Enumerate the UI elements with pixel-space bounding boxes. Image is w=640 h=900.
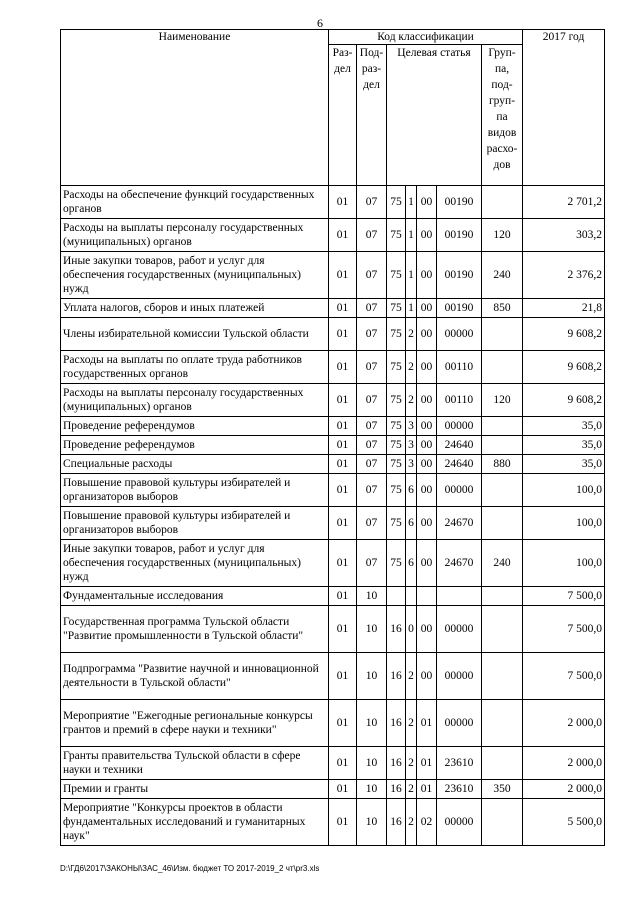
row-amount: 303,2 — [523, 219, 605, 252]
row-target-direction: 00190 — [437, 252, 482, 299]
row-expense-group — [482, 318, 523, 351]
table-row — [61, 799, 605, 846]
row-target-event: 00 — [417, 436, 437, 455]
row-expense-group — [482, 186, 523, 219]
row-target-event: 00 — [417, 455, 437, 474]
row-target-direction: 00000 — [437, 417, 482, 436]
row-target-event: 00 — [417, 252, 437, 299]
row-amount: 5 500,0 — [523, 799, 605, 846]
row-target-subprogram: 3 — [406, 436, 417, 455]
row-target-event: 00 — [417, 540, 437, 587]
row-name: Расходы на выплаты персоналу государственных (муниципальных) органов — [61, 384, 329, 417]
row-target-subprogram: 2 — [406, 653, 417, 700]
table-row — [61, 384, 605, 417]
row-target-program: 16 — [387, 700, 406, 747]
row-target-event: 02 — [417, 799, 437, 846]
row-section: 01 — [329, 540, 357, 587]
table-row — [61, 186, 605, 219]
row-target-program: 16 — [387, 780, 406, 799]
row-subsection: 10 — [357, 780, 387, 799]
row-amount: 2 000,0 — [523, 700, 605, 747]
row-name: Проведение референдумов — [61, 436, 329, 455]
row-target-program: 75 — [387, 384, 406, 417]
row-target-subprogram: 2 — [406, 318, 417, 351]
row-amount: 35,0 — [523, 436, 605, 455]
table-row — [61, 417, 605, 436]
row-subsection: 07 — [357, 351, 387, 384]
row-expense-group — [482, 799, 523, 846]
row-subsection: 10 — [357, 747, 387, 780]
file-path-footer: D:\ГД6\2017\ЗАКОНЫ\ЗАС_46\Изм. бюджет ТО 2017-2019_2 чт\pr3.xls — [60, 864, 320, 873]
row-name: Повышение правовой культуры избирателей и организаторов выборов — [61, 507, 329, 540]
row-expense-group — [482, 474, 523, 507]
row-target-direction: 00110 — [437, 351, 482, 384]
row-name: Гранты правительства Тульской области в сфере науки и техники — [61, 747, 329, 780]
row-subsection: 07 — [357, 455, 387, 474]
row-target-direction: 00190 — [437, 299, 482, 318]
row-target-program: 75 — [387, 436, 406, 455]
table-body — [61, 186, 605, 846]
row-expense-group — [482, 417, 523, 436]
row-target-subprogram: 2 — [406, 780, 417, 799]
row-amount: 7 500,0 — [523, 587, 605, 606]
table-row — [61, 747, 605, 780]
row-target-program: 75 — [387, 417, 406, 436]
budget-table — [60, 29, 605, 846]
row-expense-group — [482, 747, 523, 780]
row-target-program: 75 — [387, 318, 406, 351]
row-name: Проведение референдумов — [61, 417, 329, 436]
row-target-event: 00 — [417, 186, 437, 219]
row-target-direction: 00190 — [437, 186, 482, 219]
row-target-direction: 23610 — [437, 780, 482, 799]
header-year: 2017 год — [523, 30, 605, 186]
row-expense-group: 120 — [482, 384, 523, 417]
table-row — [61, 455, 605, 474]
row-name: Мероприятие "Ежегодные региональные конкурсы грантов и премий в сфере науки и техники" — [61, 700, 329, 747]
row-expense-group — [482, 700, 523, 747]
row-target-subprogram: 6 — [406, 474, 417, 507]
row-subsection: 07 — [357, 384, 387, 417]
row-expense-group — [482, 436, 523, 455]
row-amount: 35,0 — [523, 455, 605, 474]
row-subsection: 07 — [357, 219, 387, 252]
row-subsection: 10 — [357, 587, 387, 606]
row-amount: 35,0 — [523, 417, 605, 436]
row-target-subprogram: 1 — [406, 219, 417, 252]
row-section: 01 — [329, 747, 357, 780]
row-target-subprogram: 3 — [406, 455, 417, 474]
row-section: 01 — [329, 186, 357, 219]
row-target-direction: 00000 — [437, 700, 482, 747]
row-subsection: 07 — [357, 252, 387, 299]
table-row — [61, 299, 605, 318]
row-expense-group: 350 — [482, 780, 523, 799]
row-target-direction: 24640 — [437, 455, 482, 474]
row-target-event: 00 — [417, 384, 437, 417]
row-target-subprogram: 2 — [406, 351, 417, 384]
table-row — [61, 780, 605, 799]
row-target-subprogram: 6 — [406, 507, 417, 540]
row-amount: 9 608,2 — [523, 318, 605, 351]
row-amount: 100,0 — [523, 507, 605, 540]
row-target-direction: 24670 — [437, 507, 482, 540]
row-target-event: 00 — [417, 653, 437, 700]
row-expense-group: 880 — [482, 455, 523, 474]
row-name: Премии и гранты — [61, 780, 329, 799]
row-name: Расходы на обеспечение функций государственных органов — [61, 186, 329, 219]
table-row — [61, 653, 605, 700]
row-target-program: 16 — [387, 606, 406, 653]
page-number: 6 — [317, 16, 323, 30]
row-target-program: 75 — [387, 219, 406, 252]
table-row — [61, 474, 605, 507]
row-target-subprogram: 6 — [406, 540, 417, 587]
row-target-program: 75 — [387, 507, 406, 540]
row-target-subprogram: 1 — [406, 252, 417, 299]
row-target-direction: 00110 — [437, 384, 482, 417]
row-target-program — [387, 587, 406, 606]
row-amount: 2 000,0 — [523, 747, 605, 780]
row-target-subprogram: 2 — [406, 799, 417, 846]
row-name: Расходы на выплаты по оплате труда работников государственных органов — [61, 351, 329, 384]
row-target-event — [417, 587, 437, 606]
row-name: Иные закупки товаров, работ и услуг для обеспечения государственных (муниципальных) нужд — [61, 540, 329, 587]
row-target-program: 16 — [387, 747, 406, 780]
row-section: 01 — [329, 252, 357, 299]
row-amount: 7 500,0 — [523, 653, 605, 700]
row-section: 01 — [329, 384, 357, 417]
row-target-direction: 00190 — [437, 219, 482, 252]
row-target-program: 16 — [387, 799, 406, 846]
row-target-event: 00 — [417, 318, 437, 351]
header-subsection: Под-раз-дел — [357, 45, 387, 186]
row-name: Повышение правовой культуры избирателей и организаторов выборов — [61, 474, 329, 507]
row-expense-group: 120 — [482, 219, 523, 252]
row-subsection: 07 — [357, 186, 387, 219]
table-row — [61, 436, 605, 455]
row-expense-group — [482, 606, 523, 653]
row-section: 01 — [329, 417, 357, 436]
row-subsection: 10 — [357, 606, 387, 653]
row-subsection: 07 — [357, 474, 387, 507]
row-name: Мероприятие "Конкурсы проектов в области фундаментальных исследований и гуманитарных наук" — [61, 799, 329, 846]
row-section: 01 — [329, 780, 357, 799]
row-target-event: 00 — [417, 474, 437, 507]
row-target-direction: 24670 — [437, 540, 482, 587]
row-target-event: 00 — [417, 351, 437, 384]
row-target-subprogram: 2 — [406, 384, 417, 417]
row-target-subprogram: 1 — [406, 186, 417, 219]
row-amount: 100,0 — [523, 474, 605, 507]
header-target-article: Целевая статья — [387, 45, 482, 186]
row-amount: 7 500,0 — [523, 606, 605, 653]
row-target-direction: 24640 — [437, 436, 482, 455]
row-name: Подпрограмма "Развитие научной и инновационной деятельности в Тульской области" — [61, 653, 329, 700]
row-target-event: 00 — [417, 299, 437, 318]
row-subsection: 07 — [357, 417, 387, 436]
row-section: 01 — [329, 219, 357, 252]
row-target-program: 75 — [387, 474, 406, 507]
row-subsection: 07 — [357, 507, 387, 540]
row-target-direction: 00000 — [437, 474, 482, 507]
row-target-event: 01 — [417, 747, 437, 780]
table-row — [61, 318, 605, 351]
row-target-program: 75 — [387, 351, 406, 384]
row-amount: 2 376,2 — [523, 252, 605, 299]
row-amount: 2 000,0 — [523, 780, 605, 799]
row-target-event: 01 — [417, 780, 437, 799]
table-row — [61, 606, 605, 653]
row-target-subprogram: 2 — [406, 700, 417, 747]
row-expense-group: 240 — [482, 540, 523, 587]
row-subsection: 07 — [357, 299, 387, 318]
row-target-subprogram: 1 — [406, 299, 417, 318]
row-target-program: 16 — [387, 653, 406, 700]
row-expense-group — [482, 351, 523, 384]
row-expense-group: 240 — [482, 252, 523, 299]
row-target-direction — [437, 587, 482, 606]
row-section: 01 — [329, 799, 357, 846]
row-amount: 9 608,2 — [523, 384, 605, 417]
row-subsection: 10 — [357, 700, 387, 747]
row-amount: 21,8 — [523, 299, 605, 318]
row-section: 01 — [329, 587, 357, 606]
row-expense-group — [482, 653, 523, 700]
header-row — [61, 30, 605, 45]
row-target-event: 00 — [417, 507, 437, 540]
row-name: Иные закупки товаров, работ и услуг для обеспечения государственных (муниципальных) нужд — [61, 252, 329, 299]
table-row — [61, 540, 605, 587]
row-target-program: 75 — [387, 455, 406, 474]
row-target-program: 75 — [387, 540, 406, 587]
row-target-direction: 00000 — [437, 799, 482, 846]
row-name: Государственная программа Тульской области "Развитие промышленности в Тульской области" — [61, 606, 329, 653]
row-target-event: 00 — [417, 417, 437, 436]
row-section: 01 — [329, 436, 357, 455]
row-target-direction: 00000 — [437, 606, 482, 653]
row-expense-group: 850 — [482, 299, 523, 318]
row-section: 01 — [329, 653, 357, 700]
row-target-program: 75 — [387, 299, 406, 318]
table-row — [61, 507, 605, 540]
row-target-direction: 00000 — [437, 318, 482, 351]
row-target-event: 01 — [417, 700, 437, 747]
row-target-subprogram: 0 — [406, 606, 417, 653]
table-row — [61, 252, 605, 299]
row-target-direction: 23610 — [437, 747, 482, 780]
row-section: 01 — [329, 318, 357, 351]
row-section: 01 — [329, 606, 357, 653]
row-section: 01 — [329, 507, 357, 540]
header-code-group: Код классификации — [329, 30, 523, 45]
row-expense-group — [482, 507, 523, 540]
row-name: Специальные расходы — [61, 455, 329, 474]
header-section: Раз-дел — [329, 45, 357, 186]
row-name: Расходы на выплаты персоналу государственных (муниципальных) органов — [61, 219, 329, 252]
table-row — [61, 219, 605, 252]
row-name: Члены избирательной комиссии Тульской области — [61, 318, 329, 351]
row-subsection: 07 — [357, 318, 387, 351]
row-amount: 100,0 — [523, 540, 605, 587]
row-target-subprogram: 3 — [406, 417, 417, 436]
header-expense-group: Груп-па, под-груп-па видов расхо-дов — [482, 45, 523, 186]
row-section: 01 — [329, 351, 357, 384]
table-row — [61, 700, 605, 747]
row-subsection: 07 — [357, 540, 387, 587]
row-target-direction: 00000 — [437, 653, 482, 700]
row-section: 01 — [329, 299, 357, 318]
row-subsection: 07 — [357, 436, 387, 455]
row-target-event: 00 — [417, 219, 437, 252]
row-section: 01 — [329, 474, 357, 507]
row-amount: 2 701,2 — [523, 186, 605, 219]
table-row — [61, 351, 605, 384]
row-name: Уплата налогов, сборов и иных платежей — [61, 299, 329, 318]
row-section: 01 — [329, 455, 357, 474]
row-target-program: 75 — [387, 252, 406, 299]
row-name: Фундаментальные исследования — [61, 587, 329, 606]
header-name: Наименование — [61, 30, 329, 186]
row-subsection: 10 — [357, 653, 387, 700]
row-target-subprogram — [406, 587, 417, 606]
row-target-subprogram: 2 — [406, 747, 417, 780]
row-target-program: 75 — [387, 186, 406, 219]
row-section: 01 — [329, 700, 357, 747]
row-target-event: 00 — [417, 606, 437, 653]
table-row — [61, 587, 605, 606]
row-subsection: 10 — [357, 799, 387, 846]
row-amount: 9 608,2 — [523, 351, 605, 384]
row-expense-group — [482, 587, 523, 606]
